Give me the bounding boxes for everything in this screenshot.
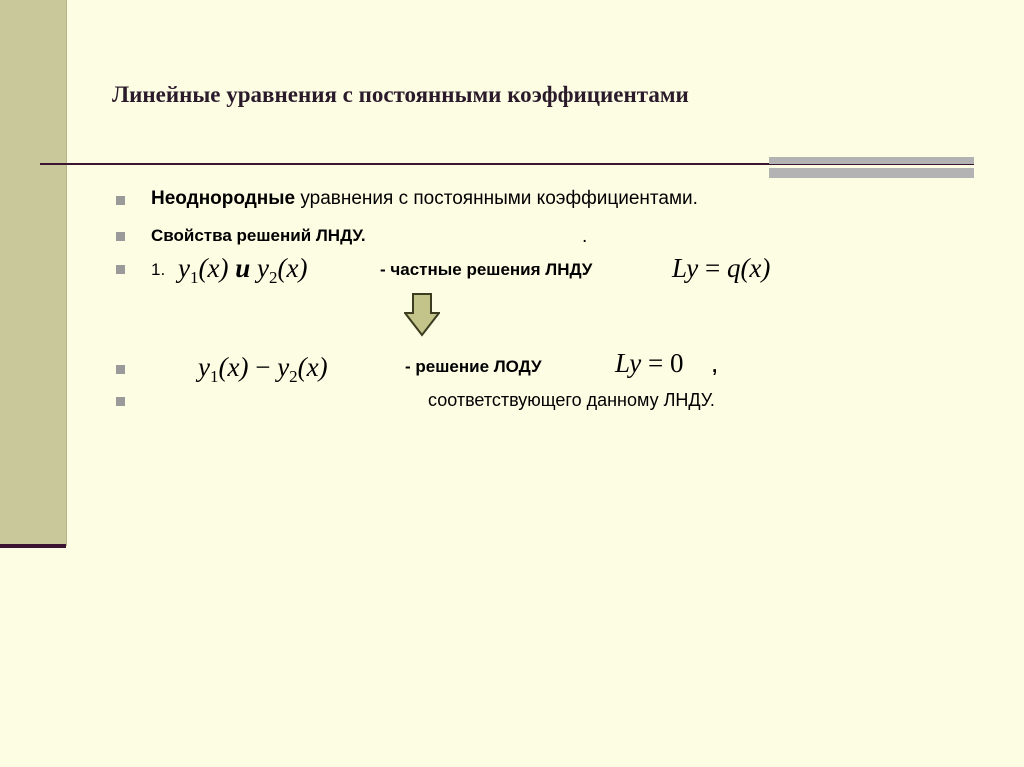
line-4-comma: , (712, 356, 718, 377)
formula-Ly-eq-0: Ly = 0 (615, 348, 684, 378)
bullet-3 (116, 265, 125, 274)
bullet-4 (116, 365, 125, 374)
bullet-2 (116, 232, 125, 241)
line-1-rest: уравнения с постоянными коэффициентами. (295, 188, 698, 209)
formula-y1-minus-y2: $y_1(x) - y_2(x)$ (198, 352, 328, 386)
slide-title: Линейные уравнения с постоянными коэффициентами (112, 82, 689, 107)
line-5-text: соответствующего данному ЛНДУ. (428, 390, 715, 410)
line-1-bold: Неоднородные (151, 188, 296, 209)
line-3-number: 1. (151, 260, 166, 279)
line-4-text: - решение ЛОДУ (405, 357, 542, 376)
side-band (0, 0, 67, 546)
formula-y1-and-y2: $y_1(x)$ и $y_2(x)$ (178, 253, 308, 287)
line-2: Свойства решений ЛНДУ. (151, 226, 366, 245)
side-rule (0, 544, 66, 548)
bullet-1 (116, 196, 125, 205)
gray-bar-decoration (769, 157, 974, 178)
down-arrow-icon (404, 293, 440, 337)
formula-Ly-eq-q: Ly = q(x) (672, 253, 771, 283)
line-3-text: - частные решения ЛНДУ (380, 260, 593, 279)
line-1 (151, 188, 698, 210)
line-2-dot: . (582, 226, 588, 247)
bullet-5 (116, 397, 125, 406)
